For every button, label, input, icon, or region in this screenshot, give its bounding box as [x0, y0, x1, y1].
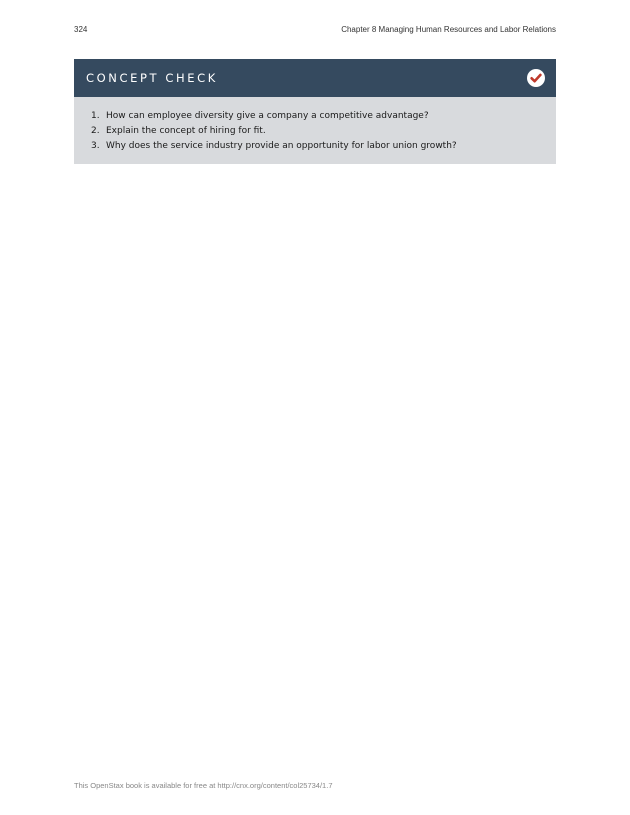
list-item: [91, 109, 457, 124]
list-item: [91, 139, 457, 154]
checkmark-circle-icon: [527, 69, 545, 87]
concept-check-box: [74, 59, 556, 164]
running-head: Chapter 8 Managing Human Resources and Labor Relations: [341, 25, 556, 34]
footer-text: This OpenStax book is available for free at http://cnx.org/content/col25734/1.7: [74, 781, 333, 790]
page-number: 324: [74, 25, 88, 34]
list-item: [91, 124, 457, 139]
question-list: [91, 109, 457, 154]
question-number: 2.: [91, 126, 100, 136]
concept-check-title: CONCEPT CHECK: [86, 71, 218, 85]
concept-check-header: [74, 59, 556, 97]
question-text: How can employee diversity give a company a competitive advantage?: [106, 111, 429, 121]
question-number: 3.: [91, 141, 100, 151]
question-text: Explain the concept of hiring for fit.: [106, 126, 266, 136]
question-number: 1.: [91, 111, 100, 121]
question-text: Why does the service industry provide an opportunity for labor union growth?: [106, 141, 457, 151]
